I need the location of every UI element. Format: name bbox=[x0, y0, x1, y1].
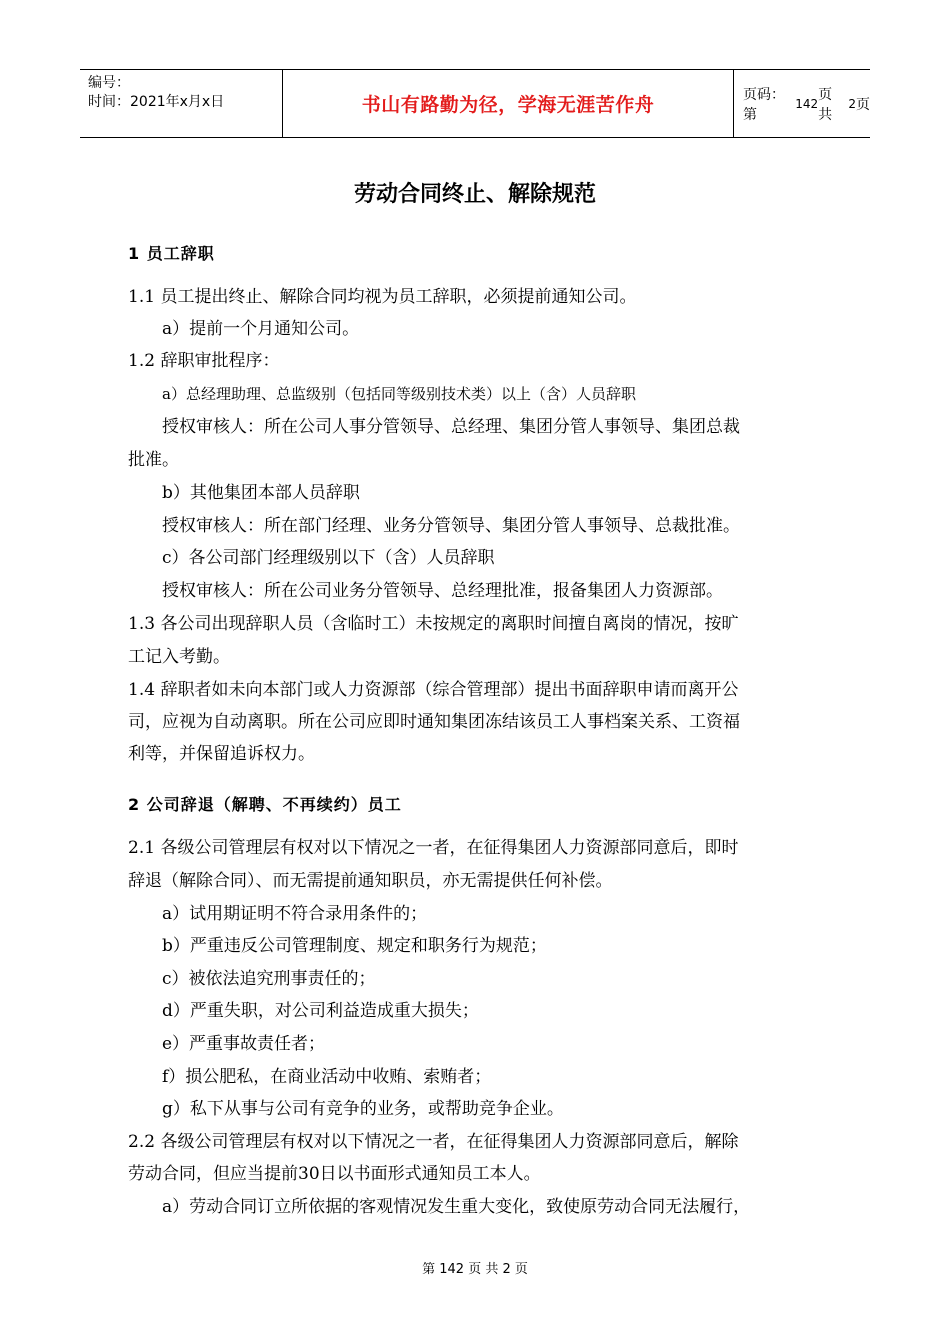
clause-text: 1.2 辞职审批程序： bbox=[128, 351, 280, 371]
header-page-prefix: 页码：第 bbox=[743, 86, 785, 123]
clause-item: c）各公司部门经理级别以下（含）人员辞职 bbox=[162, 548, 495, 568]
header-motto: 书山有路勤为径，学海无涯苦作舟 bbox=[361, 94, 655, 116]
clause-item: b）其他集团本部人员辞职 bbox=[162, 483, 360, 503]
clause-item: f）损公肥私，在商业活动中收贿、索贿者； bbox=[162, 1067, 492, 1087]
clause-text: 批准。 bbox=[128, 450, 179, 470]
clause-text: 司，应视为自动离职。所在公司应即时通知集团冻结该员工人事档案关系、工资福 bbox=[128, 712, 740, 732]
header-page-mid: 页 共 bbox=[818, 86, 833, 123]
clause-text: 2.2 各级公司管理层有权对以下情况之一者，在征得集团人力资源部同意后，解除 bbox=[128, 1132, 739, 1152]
footer-page-total: 2 bbox=[502, 1262, 511, 1277]
document-number-label: 编号： bbox=[88, 75, 130, 91]
document-title: 劳动合同终止、解除规范 bbox=[353, 182, 596, 207]
clause-item: a）提前一个月通知公司。 bbox=[162, 319, 360, 339]
clause-item: g）私下从事与公司有竞争的业务，或帮助竞争企业。 bbox=[162, 1099, 564, 1119]
clause-text: 1.3 各公司出现辞职人员（含临时工）未按规定的离职时间擅自离岗的情况，按旷 bbox=[128, 614, 739, 634]
clause-text: 利等，并保留追诉权力。 bbox=[128, 744, 315, 764]
header-meta bbox=[80, 70, 282, 137]
footer-prefix: 第 bbox=[422, 1262, 436, 1277]
clause-text: 工记入考勤。 bbox=[128, 647, 230, 667]
clause-item: a）劳动合同订立所依据的客观情况发生重大变化，致使原劳动合同无法履行， bbox=[162, 1197, 751, 1217]
header-page-suffix: 页 bbox=[856, 96, 870, 113]
clause-text: 授权审核人：所在公司人事分管领导、总经理、集团分管人事领导、集团总裁 bbox=[162, 417, 740, 437]
page-footer bbox=[0, 1258, 950, 1277]
header-page-total: 2 bbox=[848, 96, 856, 111]
clause-item: b）严重违反公司管理制度、规定和职务行为规范； bbox=[162, 936, 547, 956]
footer-page-number: 142 bbox=[439, 1262, 465, 1277]
clause-text: 1.4 辞职者如未向本部门或人力资源部（综合管理部）提出书面辞职申请而离开公 bbox=[128, 680, 739, 700]
clause-text: 1.1 员工提出终止、解除合同均视为员工辞职，必须提前通知公司。 bbox=[128, 287, 637, 307]
clause-item: d）严重失职，对公司利益造成重大损失； bbox=[162, 1001, 479, 1021]
header-page-info bbox=[734, 70, 870, 137]
clause-item: a）总经理助理、总监级别（包括同等级别技术类）以上（含）人员辞职 bbox=[162, 385, 636, 403]
section-heading: 1 员工辞职 bbox=[128, 244, 215, 263]
clause-text: 2.1 各级公司管理层有权对以下情况之一者，在征得集团人力资源部同意后，即时 bbox=[128, 838, 739, 858]
clause-text: 劳动合同，但应当提前30日以书面形式通知员工本人。 bbox=[128, 1164, 541, 1184]
footer-suffix: 页 bbox=[514, 1262, 528, 1277]
clause-item: e）严重事故责任者； bbox=[162, 1034, 326, 1054]
header-page-number: 142 bbox=[795, 96, 819, 111]
clause-text: 授权审核人：所在部门经理、业务分管领导、集团分管人事领导、总裁批准。 bbox=[162, 516, 740, 536]
section-heading: 2 公司辞退（解聘、不再续约）员工 bbox=[128, 795, 402, 814]
clause-item: c）被依法追究刑事责任的； bbox=[162, 969, 376, 989]
clause-item: a）试用期证明不符合录用条件的； bbox=[162, 904, 428, 924]
header-motto-cell bbox=[282, 70, 734, 137]
footer-mid: 页 共 bbox=[468, 1262, 499, 1277]
clause-text: 辞退（解除合同）、而无需提前通知职员，亦无需提供任何补偿。 bbox=[128, 871, 613, 891]
document-header bbox=[80, 69, 870, 138]
clause-text: 授权审核人：所在公司业务分管领导、总经理批准，报备集团人力资源部。 bbox=[162, 581, 723, 601]
document-time-label: 时间：2021年x月x日 bbox=[88, 94, 225, 110]
